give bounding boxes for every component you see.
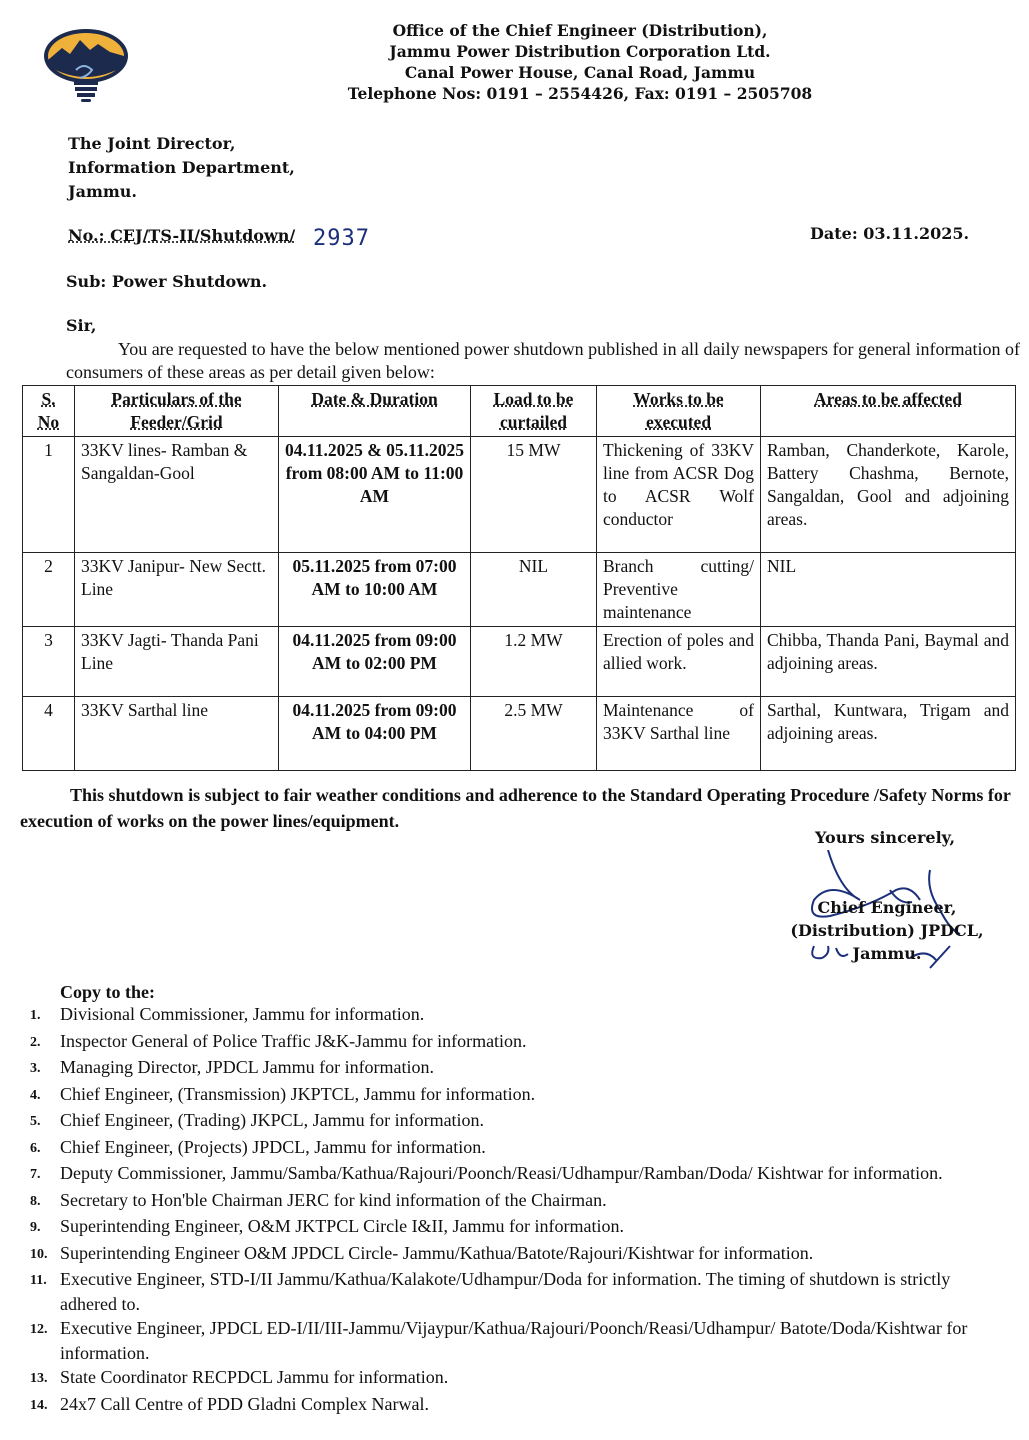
list-text: Inspector General of Police Traffic J&K-Jammu for information.: [60, 1030, 527, 1051]
col-header-areas: Areas to be affected: [761, 386, 1016, 437]
shutdown-schedule-table: [22, 385, 1016, 771]
cell-load: 2.5 MW: [471, 697, 597, 771]
col-header-load: Load to be curtailed: [471, 386, 597, 437]
cell-load: 1.2 MW: [471, 627, 597, 697]
salutation: Sir,: [66, 316, 97, 335]
cell-feeder: 33KV Sarthal line: [75, 697, 279, 771]
list-text: Superintending Engineer O&M JPDCL Circle- Jammu/Kathua/Batote/Rajouri/Kishtwar for information.: [60, 1242, 814, 1263]
list-text: Chief Engineer, (Projects) JPDCL, Jammu for information.: [60, 1136, 486, 1157]
letterhead-address: Canal Power House, Canal Road, Jammu: [404, 63, 756, 82]
list-text: Superintending Engineer, O&M JKTPCL Circle I&II, Jammu for information.: [60, 1216, 625, 1236]
list-number: 11.: [30, 1273, 47, 1288]
list-text: 24x7 Call Centre of PDD Gladni Complex Narwal.: [60, 1393, 429, 1414]
col-header-sno: S. No: [23, 386, 75, 437]
list-item: [30, 1316, 1010, 1365]
list-number: 6.: [30, 1140, 41, 1156]
letterhead-corporation: Jammu Power Distribution Corporation Ltd.: [389, 42, 771, 61]
list-text: Executive Engineer, STD-I/II Jammu/Kathua/Kalakote/Udhampur/Doda for information. The timing of shutdown is strictly adhered to.: [60, 1269, 951, 1314]
cell-feeder: 33KV Jagti- Thanda Pani Line: [75, 627, 279, 697]
list-item: [30, 1214, 1010, 1241]
table-row: [23, 437, 1016, 553]
list-number: 1.: [30, 1008, 41, 1023]
cell-sno: 2: [23, 553, 75, 627]
cell-feeder: 33KV lines- Ramban & Sangaldan-Gool: [75, 437, 279, 553]
list-number: 12.: [30, 1322, 48, 1337]
signatory-location: Jammu.: [852, 944, 922, 963]
col-header-date: Date & Duration: [279, 386, 471, 437]
list-number: 14.: [30, 1397, 48, 1413]
cell-load: NIL: [471, 553, 597, 627]
cell-feeder: 33KV Janipur- New Sectt. Line: [75, 553, 279, 627]
table-row: [23, 697, 1016, 771]
list-number: 13.: [30, 1371, 48, 1386]
list-number: 4.: [30, 1087, 41, 1103]
list-number: 5.: [30, 1114, 41, 1129]
addressee-line: Jammu.: [68, 182, 137, 201]
cell-works: Maintenance of 33KV Sarthal line: [597, 697, 761, 771]
list-number: 8.: [30, 1193, 41, 1209]
cell-sno: 1: [23, 437, 75, 553]
subject-line: Sub: Power Shutdown.: [66, 272, 268, 291]
cell-sno: 4: [23, 697, 75, 771]
signatory-department: (Distribution) JPDCL,: [790, 921, 984, 940]
list-text: Managing Director, JPDCL Jammu for information.: [60, 1057, 435, 1077]
letter-date: Date: 03.11.2025.: [810, 224, 970, 243]
cell-areas: Sarthal, Kuntwara, Trigam and adjoining areas.: [761, 697, 1016, 771]
letterhead-office: Office of the Chief Engineer (Distribution),: [392, 21, 768, 40]
cell-areas: Ramban, Chanderkote, Karole, Battery Chashma, Bernote, Sangaldan, Gool and adjoining areas.: [761, 437, 1016, 553]
cell-date-duration: 05.11.2025 from 07:00 AM to 10:00 AM: [279, 553, 471, 627]
list-item: [30, 1082, 1010, 1109]
table-header-row: [23, 386, 1016, 437]
cell-load: 15 MW: [471, 437, 597, 553]
table-row: [23, 627, 1016, 697]
cell-areas: Chibba, Thanda Pani, Baymal and adjoining areas.: [761, 627, 1016, 697]
col-header-feeder: Particulars of the Feeder/Grid: [75, 386, 279, 437]
list-item: [30, 1392, 1010, 1419]
list-item: [30, 1365, 1010, 1392]
list-text: Secretary to Hon'ble Chairman JERC for kind information of the Chairman.: [60, 1189, 607, 1210]
list-text: Executive Engineer, JPDCL ED-I/II/III-Jammu/Vijaypur/Kathua/Rajouri/Poonch/Reasi/Udhampur/ Batote/Doda/Kishtwar for information.: [60, 1318, 968, 1363]
letterhead: [330, 20, 830, 104]
intro-paragraph: You are requested to have the below mentioned power shutdown published in all daily newspapers for general information of consumers of these areas as per detail given below:: [66, 339, 1020, 382]
cell-date-duration: 04.11.2025 & 05.11.2025 from 08:00 AM to 11:00 AM: [279, 437, 471, 553]
list-number: 2.: [30, 1034, 41, 1050]
list-item: [30, 1161, 1010, 1188]
list-item: [30, 1241, 1010, 1268]
signatory-title: Chief Engineer,: [817, 898, 957, 917]
list-item: [30, 1055, 1010, 1082]
list-item: [30, 1135, 1010, 1162]
list-item: [30, 1267, 1010, 1316]
list-item: [30, 1108, 1010, 1135]
reference-handwritten-number: 2937: [313, 226, 370, 251]
list-text: State Coordinator RECPDCL Jammu for information.: [60, 1367, 449, 1387]
closing-greeting: Yours sincerely,: [815, 828, 956, 847]
signatory-block: [782, 896, 992, 965]
col-header-works: Works to be executed: [597, 386, 761, 437]
list-item: [30, 1188, 1010, 1215]
cell-date-duration: 04.11.2025 from 09:00 AM to 04:00 PM: [279, 697, 471, 771]
cell-works: Branch cutting/ Preventive maintenance: [597, 553, 761, 627]
list-text: Chief Engineer, (Trading) JKPCL, Jammu for information.: [60, 1110, 485, 1130]
cell-sno: 3: [23, 627, 75, 697]
addressee-line: The Joint Director,: [68, 134, 236, 153]
list-number: 7.: [30, 1167, 41, 1182]
copy-to-title: Copy to the:: [60, 982, 155, 1002]
cell-areas: NIL: [761, 553, 1016, 627]
letterhead-phone: Telephone Nos: 0191 – 2554426, Fax: 0191 – 2505708: [347, 84, 813, 103]
list-number: 9.: [30, 1220, 41, 1235]
list-item: [30, 1029, 1010, 1056]
list-text: Divisional Commissioner, Jammu for information.: [60, 1004, 425, 1024]
weather-note: This shutdown is subject to fair weather conditions and adherence to the Standard Operating Procedure /Safety Norms for execution of works on the power lines/equipment.: [20, 785, 1011, 831]
jpdcl-logo-icon: [40, 26, 132, 104]
addressee-block: [68, 132, 295, 204]
cell-works: Erection of poles and allied work.: [597, 627, 761, 697]
list-text: Chief Engineer, (Transmission) JKPTCL, Jammu for information.: [60, 1083, 536, 1104]
cell-date-duration: 04.11.2025 from 09:00 AM to 02:00 PM: [279, 627, 471, 697]
copy-to-list: [30, 1002, 1010, 1418]
cell-works: Thickening of 33KV line from ACSR Dog to ACSR Wolf conductor: [597, 437, 761, 553]
list-item: [30, 1002, 1010, 1029]
table-row: [23, 553, 1016, 627]
list-text: Deputy Commissioner, Jammu/Samba/Kathua/Rajouri/Poonch/Reasi/Udhampur/Ramban/Doda/ Kishtwar for information.: [60, 1163, 943, 1183]
list-number: 3.: [30, 1061, 41, 1076]
list-number: 10.: [30, 1246, 48, 1262]
reference-number: No.: CEJ/TS-II/Shutdown/: [68, 226, 296, 245]
addressee-line: Information Department,: [68, 158, 295, 177]
